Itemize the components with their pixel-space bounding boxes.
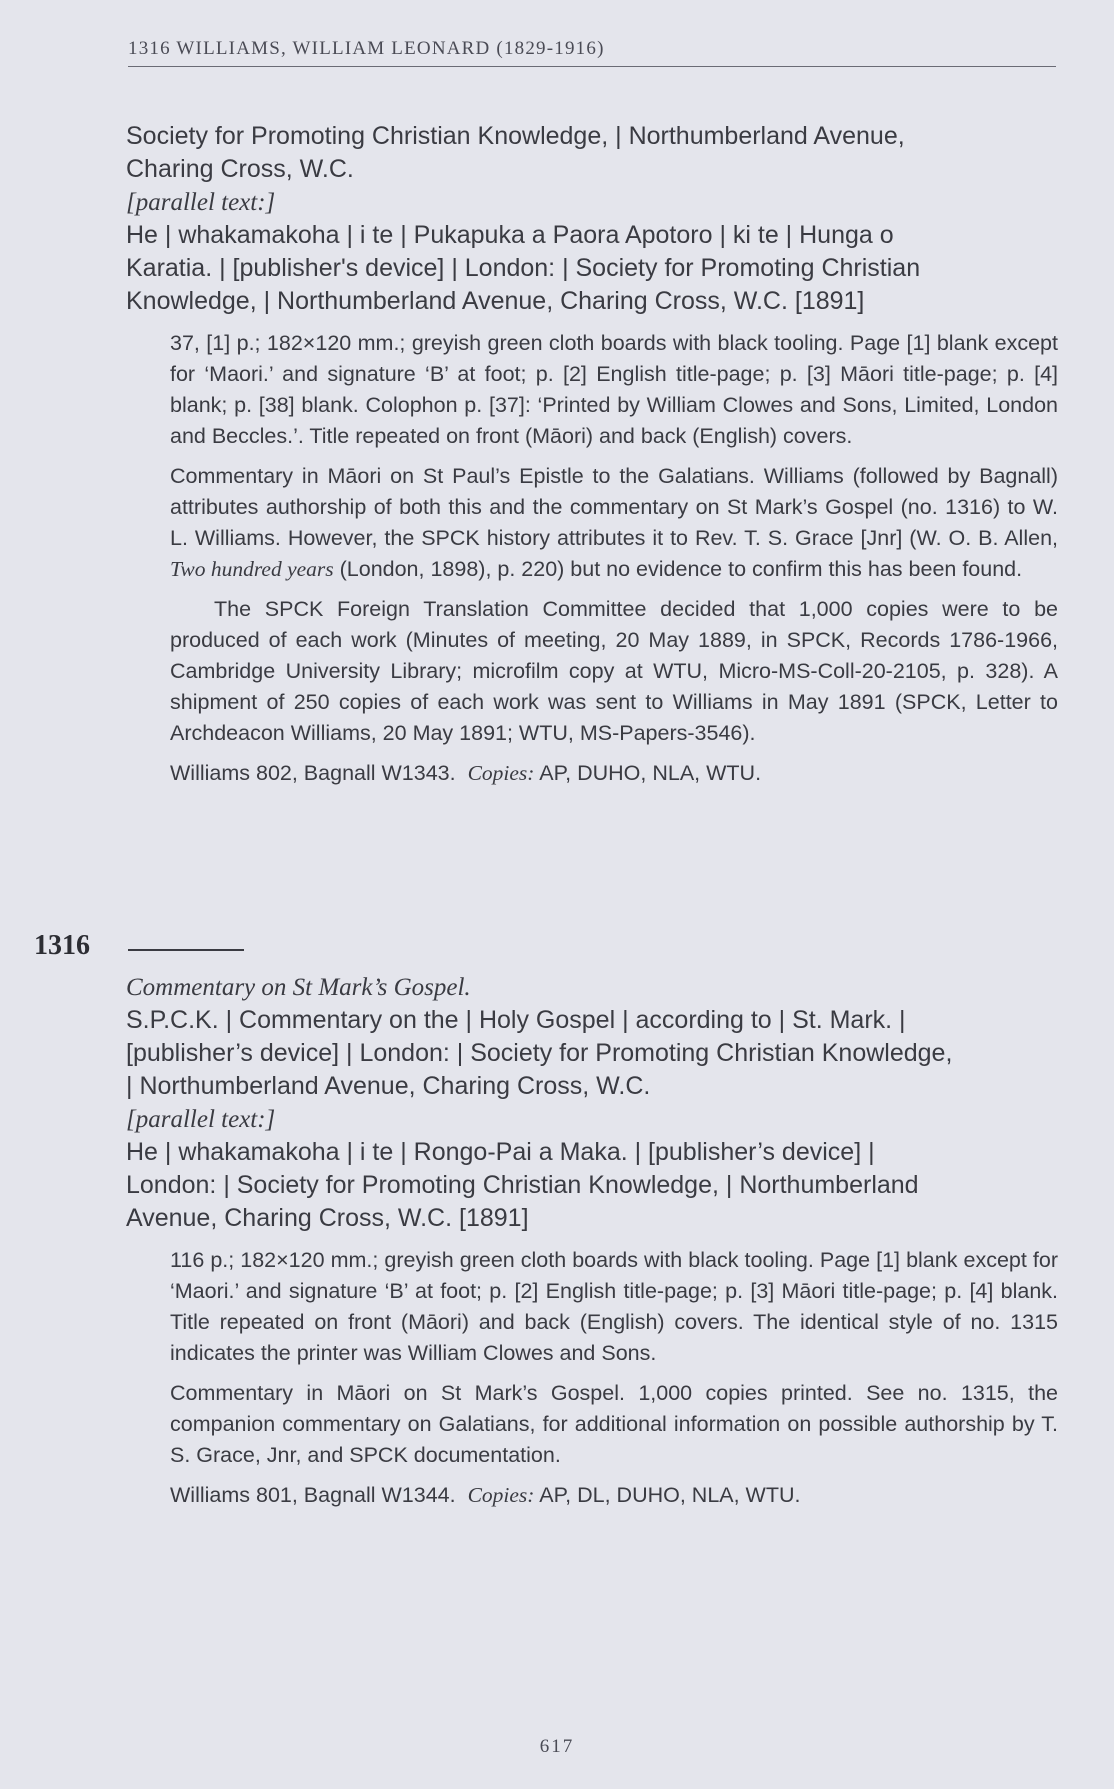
parallel-line: He | whakamakoha | i te | Pukapuka a Paora Apotoro | ki te | Hunga o — [126, 221, 894, 249]
parallel-text-label: [parallel text:] — [126, 189, 276, 216]
title-line: Society for Promoting Christian Knowledge, | Northumberland Avenue, — [126, 122, 905, 150]
running-head: 1316 WILLIAMS, WILLIAM LEONARD (1829-1916) — [128, 38, 1056, 67]
copies-list: AP, DUHO, NLA, WTU. — [539, 761, 762, 785]
entry-description — [170, 1245, 1058, 1511]
entry-1315 — [126, 120, 1058, 798]
parallel-line: Karatia. | [publisher's device] | London: | Society for Promoting Christian — [126, 254, 921, 282]
note-text: (London, 1898), p. 220) but no evidence to confirm this has been found. — [333, 557, 1023, 581]
parallel-line: London: | Society for Promoting Christian Knowledge, | Northumberland — [126, 1171, 919, 1199]
book-title: Two hundred years — [170, 557, 334, 581]
copies-list: AP, DL, DUHO, NLA, WTU. — [539, 1483, 801, 1507]
parallel-line: Knowledge, | Northumberland Avenue, Charing Cross, W.C. [1891] — [126, 287, 865, 315]
physical-description: 37, [1] p.; 182×120 mm.; greyish green cloth boards with black tooling. Page [1] blank except for ‘Maori.’ and signature ‘B’ at foot; p. [2] English title-page; p. [3] Māori title-page; p. [4] blank; p. [38] blank. Colophon p. [37]: ‘Printed by William Clowes and Sons, Limited, London and Beccles.’. Title repeated on front (Māori) and back (English) covers. — [170, 331, 1058, 448]
title-line: S.P.C.K. | Commentary on the | Holy Gospel | according to | St. Mark. | — [126, 1006, 906, 1034]
ref-text: Williams 802, Bagnall W1343. — [170, 761, 456, 785]
commentary-note — [170, 461, 1058, 585]
commentary-note: Commentary in Māori on St Mark’s Gospel. 1,000 copies printed. See no. 1315, the companion commentary on Galatians, for additional information on possible authorship by T. S. Grace, Jnr, and SPCK documentation. — [170, 1381, 1058, 1467]
copies-label: Copies: — [467, 761, 535, 785]
author-repeat-dash — [128, 949, 244, 951]
note-text: Commentary in Māori on St Paul’s Epistle to the Galatians. Williams (followed by Bagnall) attributes authorship of both this and the commentary on St Mark’s Gospel (no. 1316) to W. L. Williams. However, the SPCK history attributes it to Rev. T. S. Grace [Jnr] (W. O. B. Allen, — [170, 464, 1058, 550]
entry-number: 1316 — [34, 930, 90, 961]
entry-description — [170, 328, 1058, 789]
ref-text: Williams 801, Bagnall W1344. — [170, 1483, 456, 1507]
physical-description: 116 p.; 182×120 mm.; greyish green cloth boards with black tooling. Page [1] blank except for ‘Maori.’ and signature ‘B’ at foot; p. [2] English title-page; p. [3] Māori title-page; p. [4] blank. Title repeated on front (Māori) and back (English) covers. The identical style of no. 1315 indicates the printer was William Clowes and Sons. — [170, 1248, 1058, 1365]
title-line: | Northumberland Avenue, Charing Cross, W.C. — [126, 1072, 651, 1100]
references — [170, 1480, 1058, 1511]
parallel-line: Avenue, Charing Cross, W.C. [1891] — [126, 1204, 529, 1232]
title-line: Charing Cross, W.C. — [126, 155, 354, 183]
copies-label: Copies: — [467, 1483, 535, 1507]
title-line: [publisher’s device] | London: | Society for Promoting Christian Knowledge, — [126, 1039, 953, 1067]
parallel-text-label: [parallel text:] — [126, 1106, 276, 1133]
references — [170, 758, 1058, 789]
parallel-line: He | whakamakoha | i te | Rongo-Pai a Maka. | [publisher’s device] | — [126, 1138, 875, 1166]
translation-note: The SPCK Foreign Translation Committee decided that 1,000 copies were to be produced of each work (Minutes of meeting, 20 May 1889, in SPCK, Records 1786-1966, Cambridge University Library; microfilm copy at WTU, Micro-MS-Coll-20-2105, p. 328). A shipment of 250 copies of each work was sent to Williams in May 1891 (SPCK, Letter to Archdeacon Williams, 20 May 1891; WTU, MS-Papers-3546). — [170, 597, 1058, 745]
entry-title: Commentary on St Mark’s Gospel. — [126, 974, 471, 1001]
page-number: 617 — [539, 1736, 575, 1757]
entry-1316 — [126, 971, 1058, 1520]
